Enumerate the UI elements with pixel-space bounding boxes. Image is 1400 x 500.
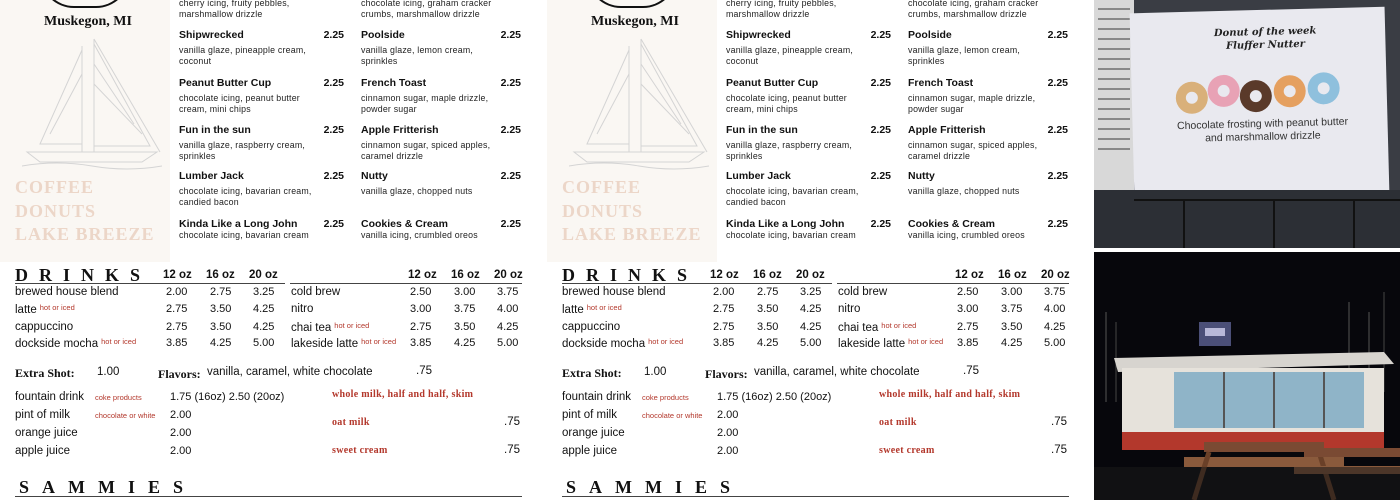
- donut-desc: chocolate icing, bavarian cream: [179, 230, 309, 240]
- drink-price: 3.85: [166, 337, 188, 349]
- donut-name: Shipwrecked: [726, 29, 791, 41]
- drink-note: hot or iced: [881, 321, 917, 330]
- other-drink-row: [15, 445, 315, 461]
- donut-item: [179, 218, 344, 258]
- drink-label: chai tea: [838, 322, 879, 334]
- drink-label: brewed house blend: [15, 286, 119, 298]
- kiosk-night-photo: [1094, 252, 1400, 500]
- drink-note: coke products: [95, 393, 142, 402]
- drink-label: lakeside latte: [291, 338, 359, 350]
- other-drink-row: [15, 427, 315, 443]
- drink-price: 3.50: [210, 303, 232, 315]
- drink-price: 2.75: [210, 286, 232, 298]
- menu-image-2: [547, 0, 1094, 500]
- donut-item: [726, 29, 891, 69]
- donut-price: 2.25: [870, 29, 891, 41]
- other-drink-row: [562, 391, 862, 407]
- drink-price: 2.75: [166, 303, 188, 315]
- donut-price: 2.25: [870, 77, 891, 89]
- drink-label: lakeside latte: [838, 338, 906, 350]
- drink-name: apple juice: [15, 445, 70, 457]
- milk-price: .75: [504, 416, 520, 428]
- donut-desc: cherry icing, fruity pebbles, marshmallow drizzle: [179, 0, 290, 19]
- donut-item: [361, 218, 521, 258]
- size-header: 20 oz: [1041, 269, 1070, 281]
- drink-label: dockside mocha: [15, 338, 99, 350]
- flavors-list: vanilla, caramel, white chocolate: [207, 366, 373, 378]
- menu-image-1: [0, 0, 547, 500]
- drink-price: 3.85: [957, 337, 979, 349]
- donut-desc: chocolate icing, bavarian cream, candied bacon: [726, 186, 859, 207]
- drink-price: 4.25: [757, 337, 779, 349]
- donut-price: 2.25: [1047, 29, 1068, 41]
- sign-title: Donut of the week Fluffer Nutter: [1213, 25, 1317, 52]
- milk-option: whole milk, half and half, skim: [879, 389, 1021, 400]
- milk-price: .75: [1051, 444, 1067, 456]
- drink-row: [547, 303, 1094, 319]
- drink-note: hot or iced: [334, 321, 370, 330]
- size-header: 12 oz: [710, 269, 739, 281]
- drink-row: [0, 321, 547, 337]
- drink-price: 2.75: [713, 303, 735, 315]
- drink-name: apple juice: [562, 445, 617, 457]
- sailboat-illustration: [569, 34, 709, 174]
- donut-name: Nutty: [908, 170, 935, 182]
- sailboat-illustration: [22, 34, 162, 174]
- drink-name: [291, 303, 313, 315]
- size-header: 16 oz: [206, 269, 235, 281]
- donut-name: Cookies & Cream: [361, 218, 448, 230]
- donut-item: [908, 77, 1068, 117]
- drink-note: chocolate or white: [95, 411, 156, 420]
- other-drink-row: [562, 409, 862, 425]
- drink-price: 3.50: [210, 321, 232, 333]
- donut-desc: cinnamon sugar, maple drizzle, powder sugar: [361, 93, 489, 114]
- flavors-list: vanilla, caramel, white chocolate: [754, 366, 920, 378]
- tagline: [15, 176, 155, 247]
- donut-name: Apple Fritterish: [361, 124, 439, 136]
- tagline-line: COFFEE: [562, 177, 642, 197]
- drink-price: 2.75: [166, 321, 188, 333]
- drink-price: 2.00: [170, 445, 192, 457]
- donuts-illustration: [1171, 66, 1352, 121]
- donut-item: [179, 29, 344, 69]
- donut-desc: cinnamon sugar, spiced apples, caramel drizzle: [908, 140, 1038, 161]
- drink-label: dockside mocha: [562, 338, 646, 350]
- donut-desc: chocolate icing, graham cracker crumbs, marshmallow drizzle: [361, 0, 492, 19]
- drink-row: [0, 303, 547, 319]
- donut-price: 2.25: [870, 170, 891, 182]
- size-header: 20 oz: [796, 269, 825, 281]
- drink-note: hot or iced: [101, 337, 137, 346]
- donut-name: Kinda Like a Long John: [726, 218, 845, 230]
- donut-price: 2.25: [1047, 77, 1068, 89]
- sign-body: Chocolate frosting with peanut butter and marshmallow drizzle: [1176, 115, 1349, 145]
- drink-price: 5.00: [253, 337, 275, 349]
- size-header: 20 oz: [494, 269, 523, 281]
- drink-name: [291, 286, 340, 298]
- drink-price: 4.25: [800, 303, 822, 315]
- drink-label: brewed house blend: [562, 286, 666, 298]
- drink-price: 3.00: [957, 303, 979, 315]
- donut-desc: vanilla glaze, pineapple cream, coconut: [179, 45, 306, 66]
- drink-name: orange juice: [562, 427, 625, 439]
- window-frame: [1094, 190, 1400, 248]
- donut-item: [726, 170, 891, 210]
- drink-label: nitro: [838, 303, 861, 315]
- drink-note: hot or iced: [586, 303, 622, 312]
- flavors-price: .75: [963, 365, 979, 377]
- donut-name: Peanut Butter Cup: [726, 77, 819, 89]
- donut-name: Peanut Butter Cup: [179, 77, 272, 89]
- drink-price: 4.00: [497, 303, 519, 315]
- drink-price: 2.00: [717, 445, 739, 457]
- drink-price: 5.00: [1044, 337, 1066, 349]
- drink-price: 3.25: [800, 286, 822, 298]
- drink-name: [838, 321, 916, 334]
- donut-price: 2.25: [323, 218, 344, 230]
- donut-name: Poolside: [361, 29, 405, 41]
- other-drink-row: [562, 445, 862, 461]
- donut-desc: cinnamon sugar, spiced apples, caramel drizzle: [361, 140, 491, 161]
- donut-desc: vanilla glaze, raspberry cream, sprinkles: [179, 140, 305, 161]
- drink-price: 3.00: [454, 286, 476, 298]
- donut-price: 2.25: [323, 77, 344, 89]
- donut-desc: vanilla glaze, chopped nuts: [908, 186, 1020, 196]
- donut-item: [726, 218, 891, 258]
- drink-price: 3.25: [253, 286, 275, 298]
- extra-shot-price: 1.00: [644, 366, 667, 378]
- drink-name: [291, 321, 369, 334]
- donut-desc: vanilla glaze, chopped nuts: [361, 186, 473, 196]
- drink-price: 3.75: [1001, 303, 1023, 315]
- drink-note: chocolate or white: [642, 411, 703, 420]
- drink-price: 3.75: [497, 286, 519, 298]
- tagline: [562, 176, 702, 247]
- tagline-line: LAKE BREEZE: [562, 224, 702, 244]
- drink-note: hot or iced: [908, 337, 944, 346]
- donut-item: [726, 124, 891, 164]
- drink-price: 4.25: [253, 303, 275, 315]
- drink-price: 2.75: [957, 321, 979, 333]
- donut-name: Apple Fritterish: [908, 124, 986, 136]
- donut-name: French Toast: [361, 77, 427, 89]
- drink-name: [838, 286, 887, 298]
- donut-name: Kinda Like a Long John: [179, 218, 298, 230]
- drink-price: 2.50: [957, 286, 979, 298]
- donut-desc: vanilla icing, crumbled oreos: [361, 230, 478, 240]
- donut-name: Shipwrecked: [179, 29, 244, 41]
- drink-price: 3.50: [454, 321, 476, 333]
- donut-price: 2.25: [1047, 170, 1068, 182]
- donut-item: [179, 170, 344, 210]
- drink-price: 4.00: [1044, 303, 1066, 315]
- divider: [15, 283, 285, 284]
- size-header: 12 oz: [408, 269, 437, 281]
- drink-name: [291, 337, 396, 350]
- donut-desc: chocolate icing, peanut butter cream, mini chips: [179, 93, 300, 114]
- other-drink-row: [15, 409, 315, 425]
- donut-item: [361, 77, 521, 117]
- drink-label: cold brew: [838, 286, 888, 298]
- donut-price: 2.25: [1047, 124, 1068, 136]
- drink-label: chai tea: [291, 322, 332, 334]
- milk-option: sweet cream: [332, 445, 388, 456]
- tagline-line: DONUTS: [562, 200, 644, 221]
- donut-name: Fun in the sun: [179, 124, 251, 136]
- size-header: 20 oz: [249, 269, 278, 281]
- drink-price: 4.25: [1001, 337, 1023, 349]
- drink-row: [547, 321, 1094, 337]
- drink-label: cappuccino: [15, 321, 74, 333]
- donut-desc: cinnamon sugar, maple drizzle, powder sugar: [908, 93, 1036, 114]
- drink-name: pint of milk: [15, 409, 70, 421]
- size-header: 12 oz: [163, 269, 192, 281]
- drink-price: 2.00: [170, 409, 192, 421]
- extra-shot-label: Extra Shot:: [562, 366, 622, 380]
- donut-item: [179, 77, 344, 117]
- divider: [290, 283, 522, 284]
- divider: [837, 283, 1069, 284]
- tagline-line: COFFEE: [15, 177, 95, 197]
- donut-price: 2.25: [870, 124, 891, 136]
- other-drink-row: [15, 391, 315, 407]
- drink-price: 4.25: [1044, 321, 1066, 333]
- drink-price: 2.75: [713, 321, 735, 333]
- size-header: 16 oz: [998, 269, 1027, 281]
- size-header: 12 oz: [955, 269, 984, 281]
- drink-price: 4.25: [253, 321, 275, 333]
- divider: [15, 496, 522, 497]
- flavors-label: Flavors:: [705, 367, 748, 381]
- donut-desc: chocolate icing, graham cracker crumbs, marshmallow drizzle: [908, 0, 1039, 19]
- drink-row: [547, 286, 1094, 302]
- donut-price: 2.25: [500, 77, 521, 89]
- sammies-title: SAMMIES: [19, 477, 197, 497]
- drink-price: 2.75: [757, 286, 779, 298]
- sign-photo: [1094, 0, 1400, 248]
- milk-option: sweet cream: [879, 445, 935, 456]
- drink-note: hot or iced: [361, 337, 397, 346]
- donut-price: 2.25: [500, 218, 521, 230]
- donut-name: Lumber Jack: [726, 170, 791, 182]
- drink-price: 2.00: [713, 286, 735, 298]
- donut-desc: vanilla glaze, raspberry cream, sprinkles: [726, 140, 852, 161]
- kiosk-scene: [1094, 252, 1400, 500]
- tagline-line: DONUTS: [15, 200, 97, 221]
- flavors-label: Flavors:: [158, 367, 201, 381]
- drink-price: 1.75 (16oz) 2.50 (20oz): [717, 391, 832, 403]
- donut-item: [908, 124, 1068, 164]
- donut-name: French Toast: [908, 77, 974, 89]
- milk-option: oat milk: [879, 417, 917, 428]
- location-label: Muskegon, MI: [591, 14, 679, 29]
- donut-desc: vanilla glaze, pineapple cream, coconut: [726, 45, 853, 66]
- donut-item: [361, 124, 521, 164]
- extra-shot-price: 1.00: [97, 366, 120, 378]
- location-label: Muskegon, MI: [44, 14, 132, 29]
- drink-label: nitro: [291, 303, 314, 315]
- drink-name: [838, 337, 943, 350]
- drink-price: 4.25: [497, 321, 519, 333]
- donut-desc: chocolate icing, bavarian cream: [726, 230, 856, 240]
- drink-price: 2.00: [170, 427, 192, 439]
- drink-price: 4.25: [210, 337, 232, 349]
- donut-name: Fun in the sun: [726, 124, 798, 136]
- milk-option: whole milk, half and half, skim: [332, 389, 474, 400]
- drink-row: [0, 286, 547, 302]
- drink-price: 3.50: [757, 303, 779, 315]
- donut-item: [361, 29, 521, 69]
- size-header: 16 oz: [451, 269, 480, 281]
- drink-price: 4.25: [800, 321, 822, 333]
- donut-item: [908, 29, 1068, 69]
- donut-price: 2.25: [323, 29, 344, 41]
- donut-desc: cherry icing, fruity pebbles, marshmallow drizzle: [726, 0, 837, 19]
- milk-price: .75: [504, 444, 520, 456]
- donut-price: 2.25: [323, 124, 344, 136]
- drink-price: 2.00: [717, 409, 739, 421]
- size-header: 16 oz: [753, 269, 782, 281]
- divider: [562, 283, 832, 284]
- donut-item: [726, 77, 891, 117]
- donut-price: 2.25: [870, 218, 891, 230]
- donut-of-week-sign: [1130, 7, 1390, 200]
- milk-option: oat milk: [332, 417, 370, 428]
- donut-desc: vanilla glaze, lemon cream, sprinkles: [361, 45, 473, 66]
- drink-price: 5.00: [800, 337, 822, 349]
- donut-desc: vanilla glaze, lemon cream, sprinkles: [908, 45, 1020, 66]
- donut-item: [179, 124, 344, 164]
- drink-price: 3.75: [1044, 286, 1066, 298]
- drink-name: fountain drink: [15, 391, 85, 403]
- drink-label: latte: [15, 304, 37, 316]
- drink-price: 3.50: [757, 321, 779, 333]
- drink-price: 3.85: [410, 337, 432, 349]
- drink-price: 5.00: [497, 337, 519, 349]
- drink-price: 3.00: [1001, 286, 1023, 298]
- drink-price: 4.25: [454, 337, 476, 349]
- drink-row: [0, 337, 547, 353]
- drink-note: hot or iced: [648, 337, 684, 346]
- drink-price: 2.00: [717, 427, 739, 439]
- drink-name: orange juice: [15, 427, 78, 439]
- flavors-price: .75: [416, 365, 432, 377]
- drink-name: [838, 303, 860, 315]
- donut-desc: chocolate icing, bavarian cream, candied bacon: [179, 186, 312, 207]
- donut-price: 2.25: [323, 170, 344, 182]
- donut-item: [908, 218, 1068, 258]
- extra-shot-label: Extra Shot:: [15, 366, 75, 380]
- donut-price: 2.25: [500, 29, 521, 41]
- drink-name: pint of milk: [562, 409, 617, 421]
- tagline-line: LAKE BREEZE: [15, 224, 155, 244]
- drink-note: coke products: [642, 393, 689, 402]
- donut-name: Lumber Jack: [179, 170, 244, 182]
- donut-item: [361, 170, 521, 210]
- milk-price: .75: [1051, 416, 1067, 428]
- donut-price: 2.25: [1047, 218, 1068, 230]
- donut-name: Nutty: [361, 170, 388, 182]
- donut-desc: vanilla icing, crumbled oreos: [908, 230, 1025, 240]
- drink-note: hot or iced: [39, 303, 75, 312]
- drink-row: [547, 337, 1094, 353]
- drink-name: fountain drink: [562, 391, 632, 403]
- donut-item: [908, 170, 1068, 210]
- drink-price: 3.00: [410, 303, 432, 315]
- donut-name: Cookies & Cream: [908, 218, 995, 230]
- drink-label: cappuccino: [562, 321, 621, 333]
- drink-price: 3.85: [713, 337, 735, 349]
- donut-name: Poolside: [908, 29, 952, 41]
- drinks-title: DRINKS: [562, 265, 699, 285]
- drink-price: 2.50: [410, 286, 432, 298]
- drink-label: latte: [562, 304, 584, 316]
- drink-price: 1.75 (16oz) 2.50 (20oz): [170, 391, 285, 403]
- drink-label: cold brew: [291, 286, 341, 298]
- drinks-title: DRINKS: [15, 265, 152, 285]
- drink-price: 3.50: [1001, 321, 1023, 333]
- drink-price: 2.75: [410, 321, 432, 333]
- divider: [562, 496, 1069, 497]
- other-drink-row: [562, 427, 862, 443]
- drink-price: 2.00: [166, 286, 188, 298]
- donut-desc: chocolate icing, peanut butter cream, mini chips: [726, 93, 847, 114]
- sammies-title: SAMMIES: [566, 477, 744, 497]
- drink-price: 3.75: [454, 303, 476, 315]
- donut-price: 2.25: [500, 124, 521, 136]
- donut-price: 2.25: [500, 170, 521, 182]
